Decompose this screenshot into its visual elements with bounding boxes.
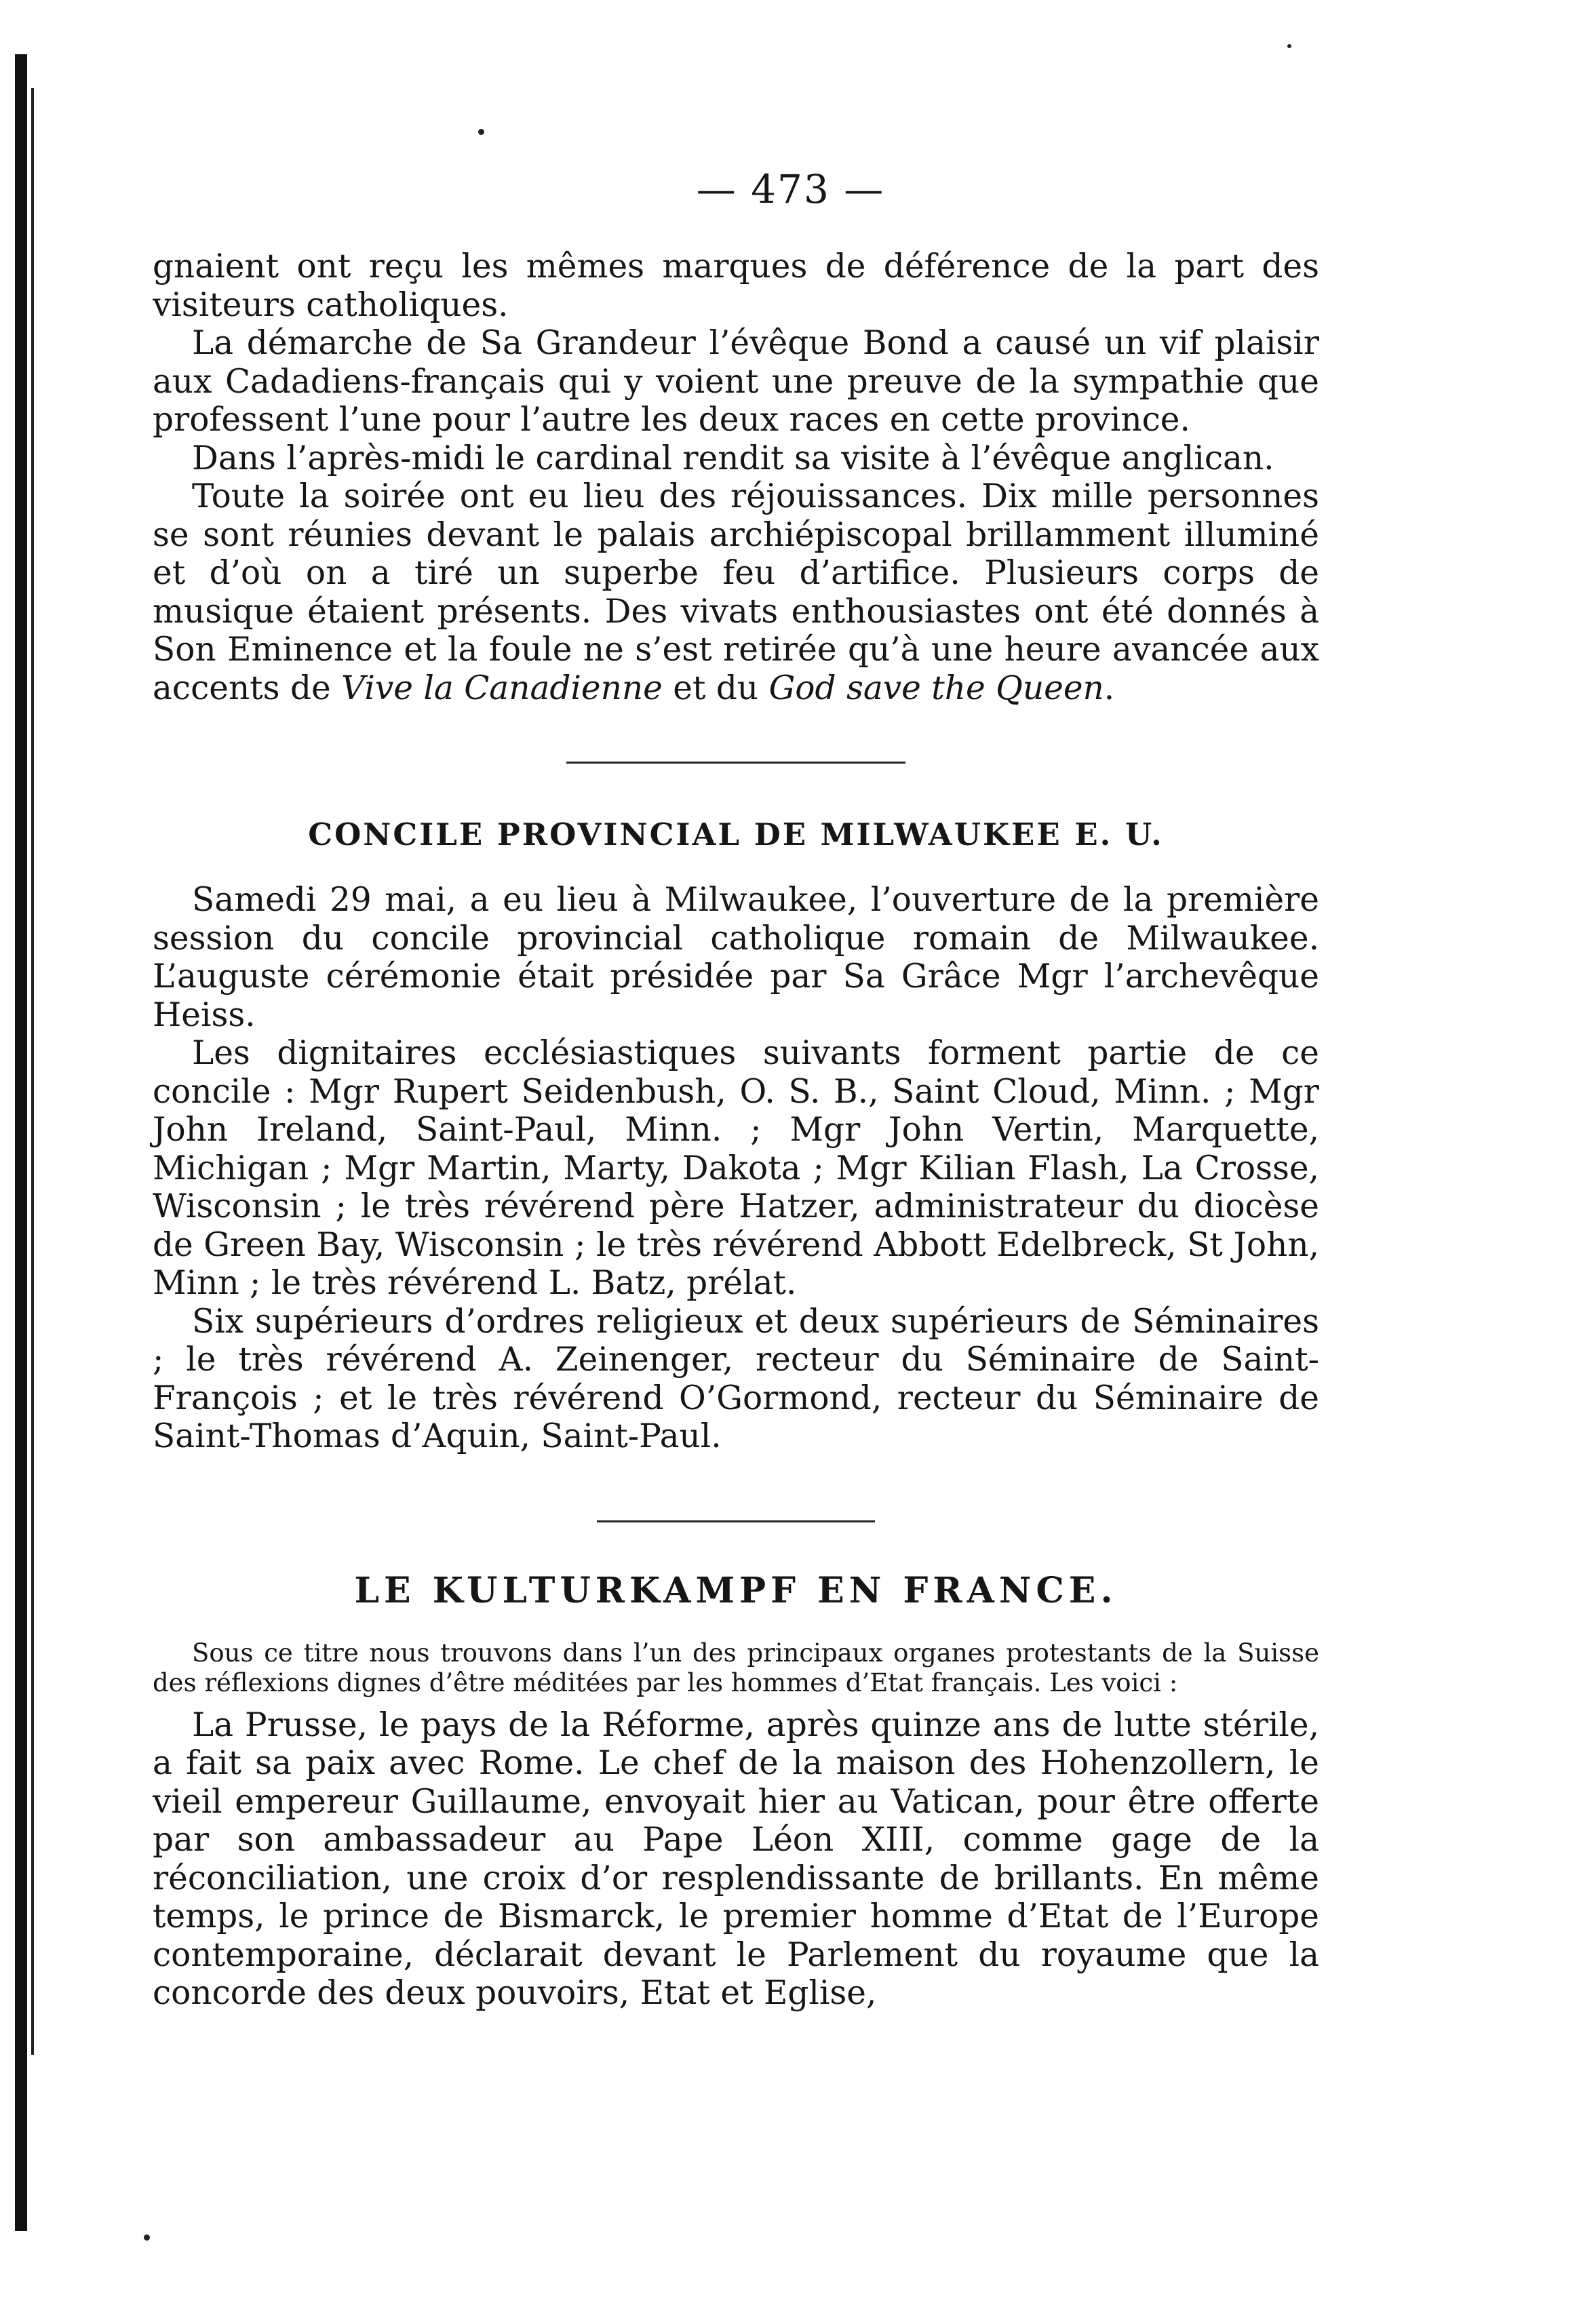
paragraph-cardinal-visit: Dans l’après-midi le cardinal rendit sa visite à l’évêque anglican. bbox=[192, 439, 1274, 477]
page-binding-line bbox=[31, 88, 34, 2055]
print-speck bbox=[478, 129, 484, 135]
celebrations-end: . bbox=[1104, 669, 1115, 707]
section-heading-milwaukee: CONCILE PROVINCIAL DE MILWAUKEE E. U. bbox=[308, 816, 1164, 852]
paragraph-council-superiors: Six supérieurs d’ordres religieux et deux supérieurs de Séminaires ; le très révérend A. Zeinenger, recteur du Séminaire de Saint-François ; et le très révérend O’Gormond, recteur du Séminaire de Saint-Thomas d’Aquin, Saint-Paul. bbox=[153, 1302, 1319, 1455]
page-number: — 473 — bbox=[696, 166, 885, 212]
paragraph-council-dignitaries: Les dignitaires ecclésiastiques suivants forment partie de ce concile : Mgr Rupert Seidenbush, O. S. B., Saint Cloud, Minn. ; Mgr John Ireland, Saint-Paul, Minn. ; Mgr John Vertin, Marquette, Michigan ; Mgr Martin, Marty, Dakota ; Mgr Kilian Flash, La Crosse, Wisconsin ; le très révérend père Hatzer, administrateur du diocèse de Green Bay, Wisconsin ; le très révérend Abbott Edelbreck, St John, Minn ; le très révérend L. Batz, prélat. bbox=[153, 1034, 1319, 1302]
section-divider bbox=[597, 1520, 875, 1522]
paragraph-continuation: gnaient ont reçu les mêmes marques de déférence de la part des visiteurs catholiques. bbox=[153, 248, 1319, 324]
celebrations-text: Toute la soirée ont eu lieu des réjouissances. Dix mille personnes se sont réunies devant le palais archiépiscopal brillamment illuminé et d’où on a tiré un superbe feu d’artifice. Plusieurs corps de musique étaient présents. Des vivats enthousiastes ont été donnés à Son Eminence et la foule ne s’est retirée qu’à une heure avancée aux accents de bbox=[153, 477, 1319, 707]
paragraph-celebrations bbox=[153, 477, 1319, 707]
page-binding-shadow bbox=[15, 54, 27, 2231]
song-title-vive-la-canadienne: Vive la Canadienne bbox=[341, 669, 663, 707]
paragraph-kulturkampf-intro: Sous ce titre nous trouvons dans l’un des principaux organes protestants de la Suisse des réflexions dignes d’être méditées par les hommes d’Etat français. Les voici : bbox=[153, 1638, 1319, 1697]
section-heading-kulturkampf: LE KULTURKAMPF EN FRANCE. bbox=[354, 1569, 1118, 1611]
page-text-column bbox=[153, 248, 1319, 2013]
celebrations-conjunction: et du bbox=[662, 669, 769, 707]
paragraph-prussia-reconciliation: La Prusse, le pays de la Réforme, après quinze ans de lutte stérile, a fait sa paix avec Rome. Le chef de la maison des Hohenzollern, le vieil empereur Guillaume, envoyait hier au Vatican, pour être offerte par son ambassadeur au Pape Léon XIII, comme gage de la réconciliation, une croix d’or resplendissante de brillants. En même temps, le prince de Bismarck, le premier homme d’Etat de l’Europe contemporaine, déclarait devant le Parlement du royaume que la concorde des deux pouvoirs, Etat et Eglise, bbox=[153, 1706, 1319, 2012]
paragraph-council-opening: Samedi 29 mai, a eu lieu à Milwaukee, l’ouverture de la première session du concile provincial catholique romain de Milwaukee. L’auguste cérémonie était présidée par Sa Grâce Mgr l’archevêque Heiss. bbox=[153, 881, 1319, 1034]
paragraph-bond-visit: La démarche de Sa Grandeur l’évêque Bond a causé un vif plaisir aux Cadadiens-français qui y voient une preuve de la sympathie que professent l’une pour l’autre les deux races en cette province. bbox=[153, 324, 1319, 439]
section-divider bbox=[566, 762, 905, 764]
song-title-god-save-the-queen: God save the Queen bbox=[768, 669, 1104, 707]
print-speck bbox=[144, 2234, 150, 2241]
print-speck bbox=[1287, 44, 1291, 48]
